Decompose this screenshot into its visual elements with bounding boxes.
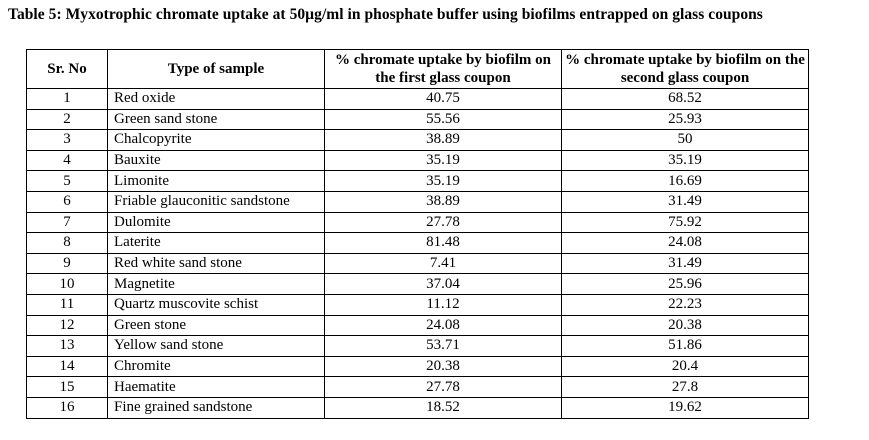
table-row bbox=[27, 336, 809, 357]
table-row bbox=[27, 253, 809, 274]
header-uptake-second-coupon: % chromate uptake by biofilm on the second glass coupon bbox=[562, 50, 809, 89]
sample-type-cell: Green sand stone bbox=[108, 109, 325, 130]
sr-no-cell: 14 bbox=[27, 356, 108, 377]
uptake-first-coupon-cell: 55.56 bbox=[325, 109, 562, 130]
sr-no-cell: 8 bbox=[27, 233, 108, 254]
sr-no-cell: 5 bbox=[27, 171, 108, 192]
sample-type-cell: Magnetite bbox=[108, 274, 325, 295]
table-row bbox=[27, 130, 809, 151]
sr-no-cell: 3 bbox=[27, 130, 108, 151]
uptake-second-coupon-cell: 24.08 bbox=[562, 233, 809, 254]
uptake-second-coupon-cell: 31.49 bbox=[562, 191, 809, 212]
table-row bbox=[27, 397, 809, 418]
table-header bbox=[27, 50, 809, 89]
uptake-first-coupon-cell: 20.38 bbox=[325, 356, 562, 377]
sr-no-cell: 10 bbox=[27, 274, 108, 295]
table-row bbox=[27, 212, 809, 233]
table-row bbox=[27, 356, 809, 377]
uptake-second-coupon-cell: 75.92 bbox=[562, 212, 809, 233]
sample-type-cell: Chromite bbox=[108, 356, 325, 377]
uptake-first-coupon-cell: 40.75 bbox=[325, 89, 562, 110]
table-row bbox=[27, 171, 809, 192]
sr-no-cell: 12 bbox=[27, 315, 108, 336]
sample-type-cell: Chalcopyrite bbox=[108, 130, 325, 151]
uptake-first-coupon-cell: 24.08 bbox=[325, 315, 562, 336]
uptake-first-coupon-cell: 53.71 bbox=[325, 336, 562, 357]
uptake-second-coupon-cell: 19.62 bbox=[562, 397, 809, 418]
uptake-first-coupon-cell: 37.04 bbox=[325, 274, 562, 295]
sr-no-cell: 9 bbox=[27, 253, 108, 274]
uptake-second-coupon-cell: 31.49 bbox=[562, 253, 809, 274]
sr-no-cell: 4 bbox=[27, 150, 108, 171]
uptake-first-coupon-cell: 81.48 bbox=[325, 233, 562, 254]
uptake-second-coupon-cell: 27.8 bbox=[562, 377, 809, 398]
table-row bbox=[27, 191, 809, 212]
uptake-second-coupon-cell: 50 bbox=[562, 130, 809, 151]
table-body bbox=[27, 89, 809, 419]
table-row bbox=[27, 150, 809, 171]
uptake-second-coupon-cell: 25.96 bbox=[562, 274, 809, 295]
sr-no-cell: 1 bbox=[27, 89, 108, 110]
table-row bbox=[27, 294, 809, 315]
table-row bbox=[27, 377, 809, 398]
uptake-first-coupon-cell: 27.78 bbox=[325, 377, 562, 398]
sample-type-cell: Yellow sand stone bbox=[108, 336, 325, 357]
sr-no-cell: 7 bbox=[27, 212, 108, 233]
uptake-second-coupon-cell: 68.52 bbox=[562, 89, 809, 110]
sample-type-cell: Quartz muscovite schist bbox=[108, 294, 325, 315]
header-type-of-sample: Type of sample bbox=[108, 50, 325, 89]
sr-no-cell: 15 bbox=[27, 377, 108, 398]
sample-type-cell: Laterite bbox=[108, 233, 325, 254]
sample-type-cell: Friable glauconitic sandstone bbox=[108, 191, 325, 212]
sr-no-cell: 6 bbox=[27, 191, 108, 212]
sample-type-cell: Red oxide bbox=[108, 89, 325, 110]
uptake-second-coupon-cell: 20.38 bbox=[562, 315, 809, 336]
uptake-first-coupon-cell: 11.12 bbox=[325, 294, 562, 315]
uptake-second-coupon-cell: 51.86 bbox=[562, 336, 809, 357]
header-row bbox=[27, 50, 809, 89]
uptake-first-coupon-cell: 18.52 bbox=[325, 397, 562, 418]
sr-no-cell: 11 bbox=[27, 294, 108, 315]
table-row bbox=[27, 274, 809, 295]
sample-type-cell: Limonite bbox=[108, 171, 325, 192]
uptake-first-coupon-cell: 35.19 bbox=[325, 171, 562, 192]
table-caption: Table 5: Myxotrophic chromate uptake at 50µg/ml in phosphate buffer using biofilms entrapped on glass coupons bbox=[8, 6, 763, 23]
uptake-first-coupon-cell: 35.19 bbox=[325, 150, 562, 171]
header-sr-no: Sr. No bbox=[27, 50, 108, 89]
uptake-second-coupon-cell: 22.23 bbox=[562, 294, 809, 315]
uptake-second-coupon-cell: 16.69 bbox=[562, 171, 809, 192]
sr-no-cell: 2 bbox=[27, 109, 108, 130]
uptake-first-coupon-cell: 38.89 bbox=[325, 191, 562, 212]
table-row bbox=[27, 89, 809, 110]
sr-no-cell: 16 bbox=[27, 397, 108, 418]
uptake-second-coupon-cell: 25.93 bbox=[562, 109, 809, 130]
uptake-first-coupon-cell: 38.89 bbox=[325, 130, 562, 151]
table-row bbox=[27, 315, 809, 336]
uptake-first-coupon-cell: 7.41 bbox=[325, 253, 562, 274]
uptake-first-coupon-cell: 27.78 bbox=[325, 212, 562, 233]
sample-type-cell: Green stone bbox=[108, 315, 325, 336]
sample-type-cell: Bauxite bbox=[108, 150, 325, 171]
sample-type-cell: Haematite bbox=[108, 377, 325, 398]
uptake-second-coupon-cell: 35.19 bbox=[562, 150, 809, 171]
chromate-uptake-table bbox=[26, 49, 809, 419]
table-row bbox=[27, 233, 809, 254]
sample-type-cell: Red white sand stone bbox=[108, 253, 325, 274]
table-row bbox=[27, 109, 809, 130]
sample-type-cell: Dulomite bbox=[108, 212, 325, 233]
sample-type-cell: Fine grained sandstone bbox=[108, 397, 325, 418]
header-uptake-first-coupon: % chromate uptake by biofilm on the first glass coupon bbox=[325, 50, 562, 89]
uptake-second-coupon-cell: 20.4 bbox=[562, 356, 809, 377]
sr-no-cell: 13 bbox=[27, 336, 108, 357]
